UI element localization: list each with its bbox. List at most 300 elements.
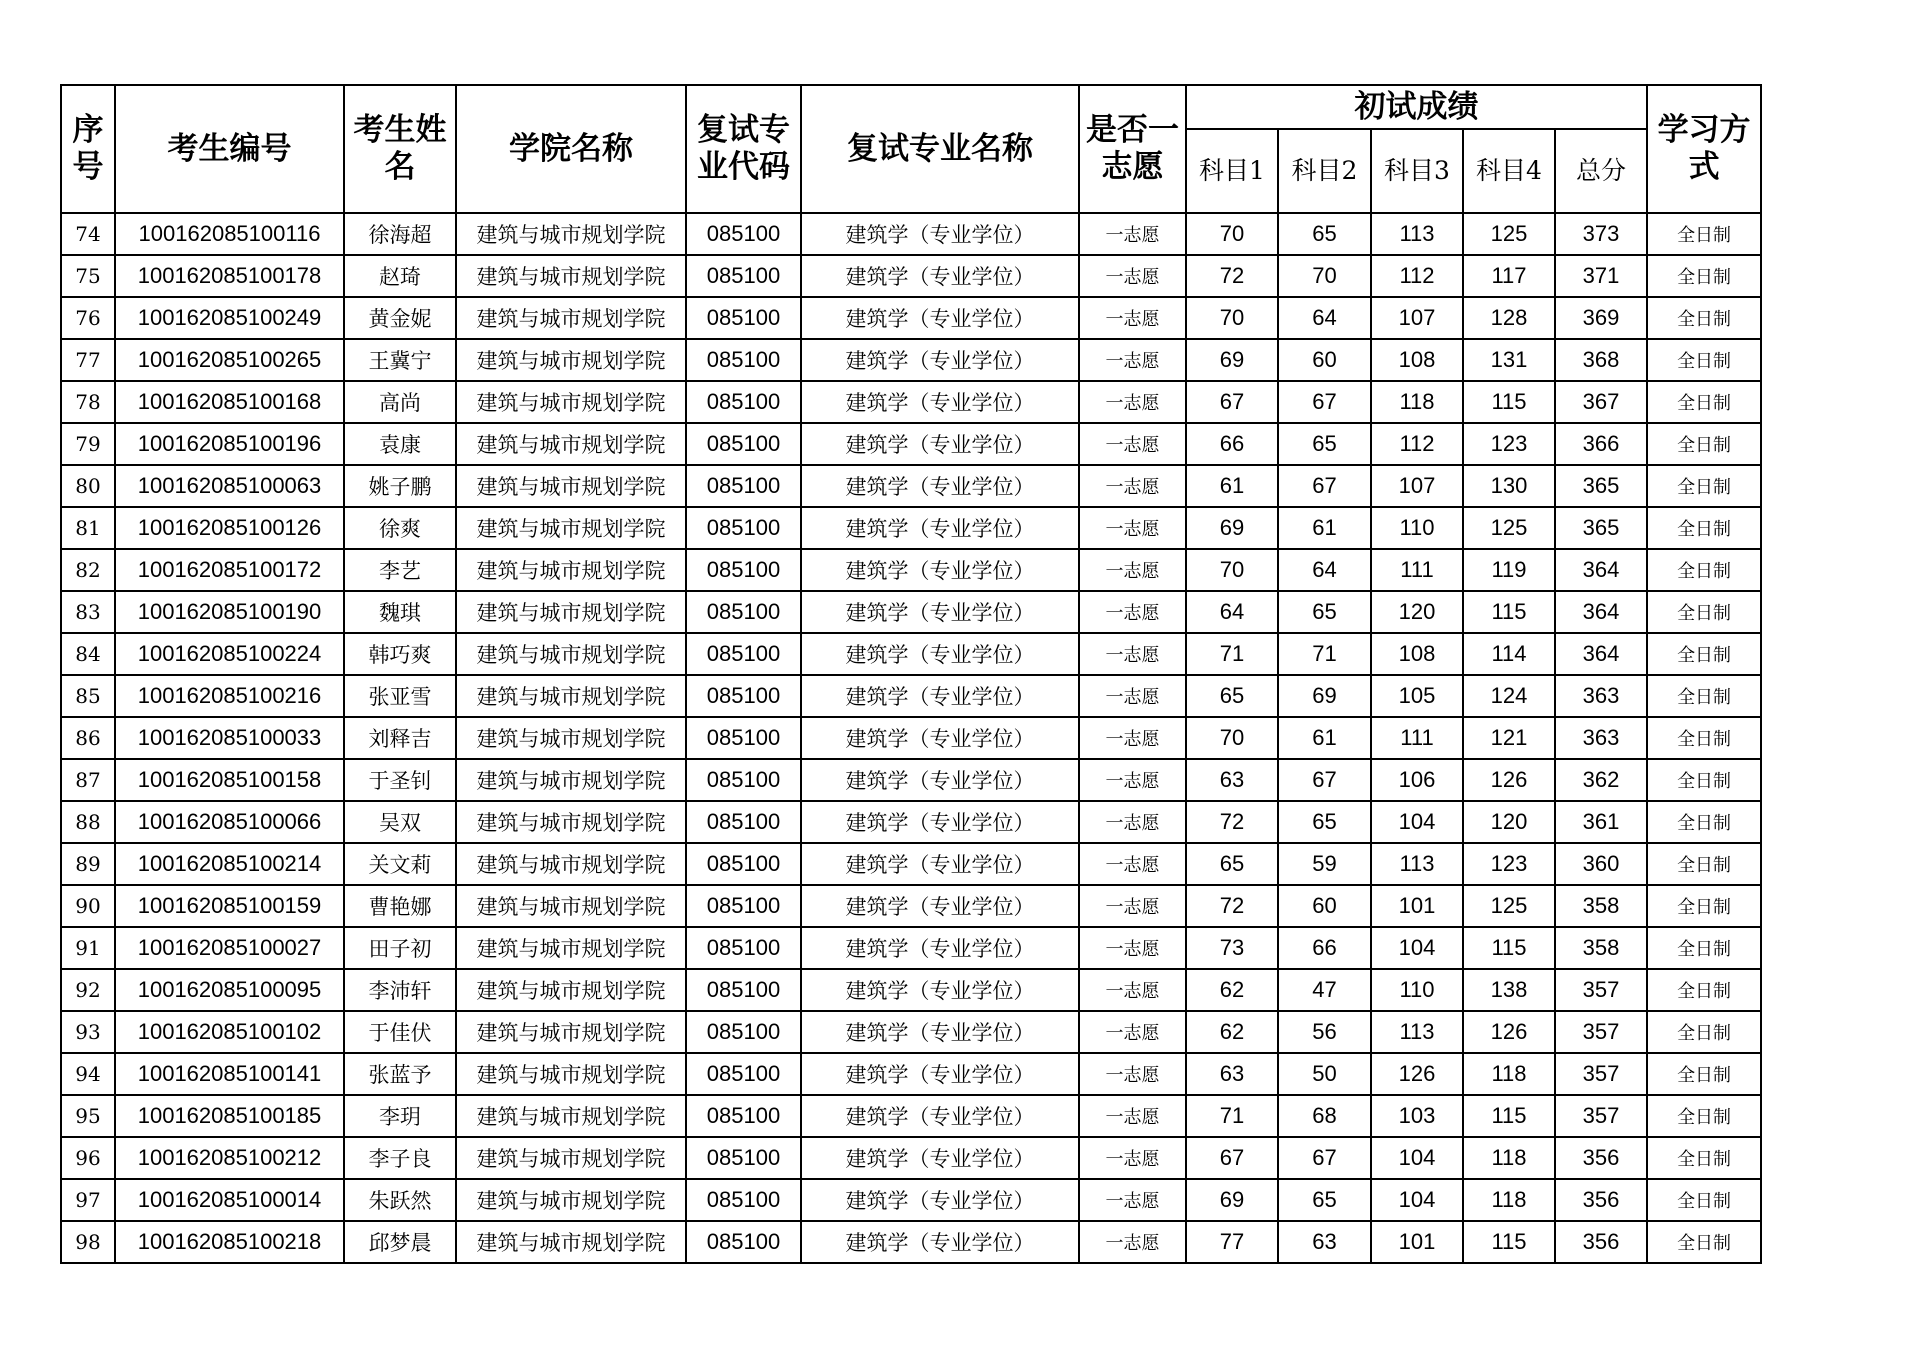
cell-total: 371 <box>1555 255 1647 297</box>
cell-subject1: 71 <box>1186 1095 1278 1137</box>
cell-college: 建筑与城市规划学院 <box>456 1137 686 1179</box>
cell-subject2: 68 <box>1278 1095 1371 1137</box>
cell-study-mode: 全日制 <box>1647 675 1761 717</box>
cell-subject3: 120 <box>1371 591 1463 633</box>
cell-name: 李玥 <box>344 1095 456 1137</box>
cell-major-name: 建筑学（专业学位） <box>801 465 1079 507</box>
cell-study-mode: 全日制 <box>1647 717 1761 759</box>
table-row <box>61 549 1761 591</box>
cell-major-code: 085100 <box>686 1053 801 1095</box>
cell-subject2: 56 <box>1278 1011 1371 1053</box>
cell-subject1: 64 <box>1186 591 1278 633</box>
cell-subject1: 70 <box>1186 213 1278 255</box>
cell-exam-id: 100162085100014 <box>115 1179 344 1221</box>
cell-major-name: 建筑学（专业学位） <box>801 759 1079 801</box>
header-subject2: 科目2 <box>1278 129 1371 213</box>
cell-college: 建筑与城市规划学院 <box>456 843 686 885</box>
cell-exam-id: 100162085100212 <box>115 1137 344 1179</box>
cell-total: 368 <box>1555 339 1647 381</box>
cell-college: 建筑与城市规划学院 <box>456 969 686 1011</box>
cell-total: 369 <box>1555 297 1647 339</box>
cell-seq: 83 <box>61 591 115 633</box>
table-row <box>61 1095 1761 1137</box>
cell-exam-id: 100162085100158 <box>115 759 344 801</box>
cell-subject3: 110 <box>1371 969 1463 1011</box>
cell-subject1: 69 <box>1186 507 1278 549</box>
cell-subject3: 113 <box>1371 1011 1463 1053</box>
cell-total: 358 <box>1555 927 1647 969</box>
cell-subject4: 126 <box>1463 1011 1555 1053</box>
cell-major-code: 085100 <box>686 759 801 801</box>
cell-major-name: 建筑学（专业学位） <box>801 549 1079 591</box>
cell-subject2: 65 <box>1278 591 1371 633</box>
cell-study-mode: 全日制 <box>1647 1011 1761 1053</box>
cell-seq: 79 <box>61 423 115 465</box>
cell-name: 邱梦晨 <box>344 1221 456 1263</box>
cell-major-code: 085100 <box>686 255 801 297</box>
cell-major-code: 085100 <box>686 549 801 591</box>
cell-total: 365 <box>1555 465 1647 507</box>
table-row <box>61 801 1761 843</box>
cell-subject2: 67 <box>1278 1137 1371 1179</box>
cell-subject4: 128 <box>1463 297 1555 339</box>
cell-college: 建筑与城市规划学院 <box>456 549 686 591</box>
cell-first-choice: 一志愿 <box>1079 1011 1186 1053</box>
cell-seq: 96 <box>61 1137 115 1179</box>
cell-subject4: 123 <box>1463 423 1555 465</box>
cell-major-code: 085100 <box>686 1095 801 1137</box>
table-row <box>61 633 1761 675</box>
cell-college: 建筑与城市规划学院 <box>456 213 686 255</box>
cell-first-choice: 一志愿 <box>1079 1095 1186 1137</box>
cell-exam-id: 100162085100168 <box>115 381 344 423</box>
cell-college: 建筑与城市规划学院 <box>456 927 686 969</box>
cell-name: 李沛轩 <box>344 969 456 1011</box>
cell-name: 关文莉 <box>344 843 456 885</box>
cell-major-code: 085100 <box>686 927 801 969</box>
cell-first-choice: 一志愿 <box>1079 1179 1186 1221</box>
cell-total: 364 <box>1555 549 1647 591</box>
cell-subject2: 67 <box>1278 759 1371 801</box>
cell-subject1: 69 <box>1186 1179 1278 1221</box>
cell-seq: 77 <box>61 339 115 381</box>
cell-first-choice: 一志愿 <box>1079 591 1186 633</box>
cell-exam-id: 100162085100027 <box>115 927 344 969</box>
cell-subject3: 105 <box>1371 675 1463 717</box>
cell-name: 张亚雪 <box>344 675 456 717</box>
cell-first-choice: 一志愿 <box>1079 297 1186 339</box>
cell-first-choice: 一志愿 <box>1079 549 1186 591</box>
cell-total: 362 <box>1555 759 1647 801</box>
cell-study-mode: 全日制 <box>1647 591 1761 633</box>
cell-total: 364 <box>1555 633 1647 675</box>
table-row <box>61 1011 1761 1053</box>
cell-exam-id: 100162085100265 <box>115 339 344 381</box>
cell-name: 于佳伏 <box>344 1011 456 1053</box>
cell-major-code: 085100 <box>686 1011 801 1053</box>
header-subject3: 科目3 <box>1371 129 1463 213</box>
cell-first-choice: 一志愿 <box>1079 717 1186 759</box>
cell-seq: 95 <box>61 1095 115 1137</box>
cell-first-choice: 一志愿 <box>1079 927 1186 969</box>
cell-study-mode: 全日制 <box>1647 801 1761 843</box>
cell-major-code: 085100 <box>686 675 801 717</box>
cell-major-name: 建筑学（专业学位） <box>801 675 1079 717</box>
cell-first-choice: 一志愿 <box>1079 1137 1186 1179</box>
cell-subject2: 50 <box>1278 1053 1371 1095</box>
cell-seq: 84 <box>61 633 115 675</box>
table-row <box>61 1179 1761 1221</box>
cell-subject3: 113 <box>1371 843 1463 885</box>
cell-seq: 91 <box>61 927 115 969</box>
cell-total: 361 <box>1555 801 1647 843</box>
cell-study-mode: 全日制 <box>1647 633 1761 675</box>
cell-name: 田子初 <box>344 927 456 969</box>
cell-subject3: 111 <box>1371 717 1463 759</box>
cell-subject3: 101 <box>1371 885 1463 927</box>
score-table <box>60 84 1762 1264</box>
cell-major-code: 085100 <box>686 1221 801 1263</box>
cell-major-name: 建筑学（专业学位） <box>801 297 1079 339</box>
cell-college: 建筑与城市规划学院 <box>456 591 686 633</box>
cell-subject1: 77 <box>1186 1221 1278 1263</box>
cell-first-choice: 一志愿 <box>1079 885 1186 927</box>
cell-subject1: 63 <box>1186 1053 1278 1095</box>
cell-subject3: 113 <box>1371 213 1463 255</box>
cell-exam-id: 100162085100159 <box>115 885 344 927</box>
cell-major-code: 085100 <box>686 507 801 549</box>
cell-subject1: 67 <box>1186 381 1278 423</box>
cell-study-mode: 全日制 <box>1647 885 1761 927</box>
cell-subject4: 118 <box>1463 1179 1555 1221</box>
cell-subject3: 111 <box>1371 549 1463 591</box>
cell-first-choice: 一志愿 <box>1079 465 1186 507</box>
cell-exam-id: 100162085100141 <box>115 1053 344 1095</box>
table-row <box>61 423 1761 465</box>
cell-study-mode: 全日制 <box>1647 1179 1761 1221</box>
table-row <box>61 507 1761 549</box>
cell-major-code: 085100 <box>686 633 801 675</box>
cell-major-name: 建筑学（专业学位） <box>801 843 1079 885</box>
cell-exam-id: 100162085100066 <box>115 801 344 843</box>
cell-subject1: 70 <box>1186 549 1278 591</box>
cell-college: 建筑与城市规划学院 <box>456 255 686 297</box>
cell-subject1: 62 <box>1186 1011 1278 1053</box>
cell-total: 360 <box>1555 843 1647 885</box>
cell-subject1: 72 <box>1186 255 1278 297</box>
cell-total: 357 <box>1555 1053 1647 1095</box>
cell-subject3: 118 <box>1371 381 1463 423</box>
cell-subject4: 125 <box>1463 885 1555 927</box>
cell-subject3: 103 <box>1371 1095 1463 1137</box>
cell-subject2: 71 <box>1278 633 1371 675</box>
cell-first-choice: 一志愿 <box>1079 507 1186 549</box>
cell-college: 建筑与城市规划学院 <box>456 297 686 339</box>
cell-major-code: 085100 <box>686 465 801 507</box>
table-row <box>61 381 1761 423</box>
cell-subject1: 66 <box>1186 423 1278 465</box>
cell-exam-id: 100162085100218 <box>115 1221 344 1263</box>
cell-seq: 89 <box>61 843 115 885</box>
cell-subject4: 115 <box>1463 1095 1555 1137</box>
cell-college: 建筑与城市规划学院 <box>456 1179 686 1221</box>
table-row <box>61 465 1761 507</box>
cell-name: 张蓝予 <box>344 1053 456 1095</box>
cell-major-name: 建筑学（专业学位） <box>801 1179 1079 1221</box>
cell-major-name: 建筑学（专业学位） <box>801 717 1079 759</box>
cell-total: 364 <box>1555 591 1647 633</box>
cell-seq: 86 <box>61 717 115 759</box>
cell-total: 373 <box>1555 213 1647 255</box>
cell-college: 建筑与城市规划学院 <box>456 801 686 843</box>
cell-subject2: 66 <box>1278 927 1371 969</box>
cell-subject1: 65 <box>1186 843 1278 885</box>
cell-exam-id: 100162085100214 <box>115 843 344 885</box>
cell-study-mode: 全日制 <box>1647 339 1761 381</box>
cell-study-mode: 全日制 <box>1647 1053 1761 1095</box>
header-exam-id: 考生编号 <box>115 85 344 213</box>
table-body <box>61 213 1761 1263</box>
cell-subject3: 104 <box>1371 1137 1463 1179</box>
cell-first-choice: 一志愿 <box>1079 1221 1186 1263</box>
cell-first-choice: 一志愿 <box>1079 381 1186 423</box>
header-major-code: 复试专业代码 <box>686 85 801 213</box>
cell-study-mode: 全日制 <box>1647 507 1761 549</box>
cell-major-code: 085100 <box>686 843 801 885</box>
cell-subject2: 65 <box>1278 423 1371 465</box>
cell-seq: 76 <box>61 297 115 339</box>
cell-subject3: 110 <box>1371 507 1463 549</box>
cell-major-code: 085100 <box>686 969 801 1011</box>
cell-seq: 81 <box>61 507 115 549</box>
cell-major-name: 建筑学（专业学位） <box>801 969 1079 1011</box>
cell-subject2: 64 <box>1278 549 1371 591</box>
cell-college: 建筑与城市规划学院 <box>456 633 686 675</box>
cell-subject3: 107 <box>1371 297 1463 339</box>
cell-subject4: 131 <box>1463 339 1555 381</box>
cell-subject3: 126 <box>1371 1053 1463 1095</box>
cell-seq: 75 <box>61 255 115 297</box>
cell-name: 赵琦 <box>344 255 456 297</box>
cell-major-name: 建筑学（专业学位） <box>801 339 1079 381</box>
cell-subject4: 115 <box>1463 927 1555 969</box>
cell-subject4: 118 <box>1463 1137 1555 1179</box>
cell-study-mode: 全日制 <box>1647 423 1761 465</box>
cell-subject2: 61 <box>1278 507 1371 549</box>
cell-seq: 74 <box>61 213 115 255</box>
table-row <box>61 255 1761 297</box>
cell-exam-id: 100162085100190 <box>115 591 344 633</box>
cell-first-choice: 一志愿 <box>1079 339 1186 381</box>
header-name: 考生姓名 <box>344 85 456 213</box>
cell-first-choice: 一志愿 <box>1079 843 1186 885</box>
cell-subject4: 117 <box>1463 255 1555 297</box>
cell-name: 魏琪 <box>344 591 456 633</box>
cell-total: 356 <box>1555 1179 1647 1221</box>
cell-major-name: 建筑学（专业学位） <box>801 1053 1079 1095</box>
cell-subject3: 104 <box>1371 1179 1463 1221</box>
cell-subject1: 72 <box>1186 885 1278 927</box>
table-row <box>61 591 1761 633</box>
cell-study-mode: 全日制 <box>1647 255 1761 297</box>
cell-total: 363 <box>1555 717 1647 759</box>
cell-major-code: 085100 <box>686 591 801 633</box>
cell-subject4: 124 <box>1463 675 1555 717</box>
cell-major-name: 建筑学（专业学位） <box>801 255 1079 297</box>
table-row <box>61 717 1761 759</box>
cell-subject3: 101 <box>1371 1221 1463 1263</box>
cell-name: 曹艳娜 <box>344 885 456 927</box>
cell-college: 建筑与城市规划学院 <box>456 381 686 423</box>
cell-total: 366 <box>1555 423 1647 465</box>
cell-exam-id: 100162085100249 <box>115 297 344 339</box>
cell-subject2: 69 <box>1278 675 1371 717</box>
cell-study-mode: 全日制 <box>1647 843 1761 885</box>
cell-name: 王冀宁 <box>344 339 456 381</box>
cell-subject2: 70 <box>1278 255 1371 297</box>
cell-study-mode: 全日制 <box>1647 759 1761 801</box>
cell-study-mode: 全日制 <box>1647 465 1761 507</box>
cell-major-code: 085100 <box>686 213 801 255</box>
cell-total: 357 <box>1555 969 1647 1011</box>
cell-subject4: 118 <box>1463 1053 1555 1095</box>
cell-name: 李子良 <box>344 1137 456 1179</box>
cell-exam-id: 100162085100224 <box>115 633 344 675</box>
cell-exam-id: 100162085100063 <box>115 465 344 507</box>
cell-first-choice: 一志愿 <box>1079 633 1186 675</box>
table-row <box>61 759 1761 801</box>
header-college: 学院名称 <box>456 85 686 213</box>
cell-subject1: 71 <box>1186 633 1278 675</box>
cell-college: 建筑与城市规划学院 <box>456 339 686 381</box>
cell-seq: 85 <box>61 675 115 717</box>
cell-subject4: 114 <box>1463 633 1555 675</box>
cell-study-mode: 全日制 <box>1647 381 1761 423</box>
header-total: 总分 <box>1555 129 1647 213</box>
cell-subject4: 115 <box>1463 591 1555 633</box>
cell-college: 建筑与城市规划学院 <box>456 423 686 465</box>
cell-subject4: 115 <box>1463 381 1555 423</box>
cell-major-code: 085100 <box>686 885 801 927</box>
cell-subject2: 65 <box>1278 801 1371 843</box>
cell-subject1: 69 <box>1186 339 1278 381</box>
cell-seq: 87 <box>61 759 115 801</box>
cell-college: 建筑与城市规划学院 <box>456 465 686 507</box>
cell-subject2: 60 <box>1278 339 1371 381</box>
table-row <box>61 1137 1761 1179</box>
cell-exam-id: 100162085100216 <box>115 675 344 717</box>
cell-major-code: 085100 <box>686 1137 801 1179</box>
cell-subject3: 108 <box>1371 339 1463 381</box>
cell-first-choice: 一志愿 <box>1079 1053 1186 1095</box>
cell-name: 刘释吉 <box>344 717 456 759</box>
cell-subject2: 61 <box>1278 717 1371 759</box>
cell-subject2: 59 <box>1278 843 1371 885</box>
cell-major-name: 建筑学（专业学位） <box>801 927 1079 969</box>
cell-subject2: 67 <box>1278 381 1371 423</box>
cell-major-code: 085100 <box>686 717 801 759</box>
cell-major-name: 建筑学（专业学位） <box>801 633 1079 675</box>
cell-name: 于圣钊 <box>344 759 456 801</box>
header-major-name: 复试专业名称 <box>801 85 1079 213</box>
cell-subject2: 65 <box>1278 213 1371 255</box>
table-row <box>61 297 1761 339</box>
cell-name: 徐海超 <box>344 213 456 255</box>
cell-first-choice: 一志愿 <box>1079 213 1186 255</box>
cell-college: 建筑与城市规划学院 <box>456 507 686 549</box>
cell-subject4: 138 <box>1463 969 1555 1011</box>
cell-seq: 98 <box>61 1221 115 1263</box>
cell-exam-id: 100162085100178 <box>115 255 344 297</box>
cell-name: 袁康 <box>344 423 456 465</box>
cell-exam-id: 100162085100095 <box>115 969 344 1011</box>
cell-first-choice: 一志愿 <box>1079 759 1186 801</box>
cell-subject1: 72 <box>1186 801 1278 843</box>
cell-major-code: 085100 <box>686 297 801 339</box>
cell-exam-id: 100162085100116 <box>115 213 344 255</box>
table-row <box>61 969 1761 1011</box>
cell-total: 357 <box>1555 1011 1647 1053</box>
cell-total: 356 <box>1555 1221 1647 1263</box>
cell-name: 韩巧爽 <box>344 633 456 675</box>
cell-seq: 82 <box>61 549 115 591</box>
table-row <box>61 213 1761 255</box>
header-study-mode: 学习方式 <box>1647 85 1761 213</box>
cell-total: 365 <box>1555 507 1647 549</box>
header-seq: 序号 <box>61 85 115 213</box>
cell-total: 356 <box>1555 1137 1647 1179</box>
header-first-choice: 是否一志愿 <box>1079 85 1186 213</box>
table-row <box>61 1053 1761 1095</box>
cell-major-name: 建筑学（专业学位） <box>801 591 1079 633</box>
cell-name: 姚子鹏 <box>344 465 456 507</box>
cell-subject3: 112 <box>1371 255 1463 297</box>
cell-college: 建筑与城市规划学院 <box>456 759 686 801</box>
cell-seq: 97 <box>61 1179 115 1221</box>
cell-exam-id: 100162085100126 <box>115 507 344 549</box>
cell-seq: 78 <box>61 381 115 423</box>
table-row <box>61 339 1761 381</box>
cell-major-code: 085100 <box>686 423 801 465</box>
cell-subject4: 121 <box>1463 717 1555 759</box>
cell-name: 高尚 <box>344 381 456 423</box>
cell-subject4: 120 <box>1463 801 1555 843</box>
cell-total: 357 <box>1555 1095 1647 1137</box>
cell-exam-id: 100162085100196 <box>115 423 344 465</box>
header-subject1: 科目1 <box>1186 129 1278 213</box>
cell-subject1: 65 <box>1186 675 1278 717</box>
cell-subject1: 70 <box>1186 717 1278 759</box>
cell-major-name: 建筑学（专业学位） <box>801 381 1079 423</box>
cell-subject2: 64 <box>1278 297 1371 339</box>
cell-subject1: 63 <box>1186 759 1278 801</box>
cell-major-name: 建筑学（专业学位） <box>801 1137 1079 1179</box>
cell-first-choice: 一志愿 <box>1079 423 1186 465</box>
cell-subject3: 107 <box>1371 465 1463 507</box>
cell-total: 367 <box>1555 381 1647 423</box>
cell-subject4: 125 <box>1463 507 1555 549</box>
cell-major-name: 建筑学（专业学位） <box>801 801 1079 843</box>
cell-total: 363 <box>1555 675 1647 717</box>
cell-first-choice: 一志愿 <box>1079 801 1186 843</box>
cell-first-choice: 一志愿 <box>1079 675 1186 717</box>
cell-subject2: 67 <box>1278 465 1371 507</box>
table-row <box>61 885 1761 927</box>
cell-major-code: 085100 <box>686 339 801 381</box>
cell-study-mode: 全日制 <box>1647 927 1761 969</box>
cell-college: 建筑与城市规划学院 <box>456 1053 686 1095</box>
table-row <box>61 927 1761 969</box>
